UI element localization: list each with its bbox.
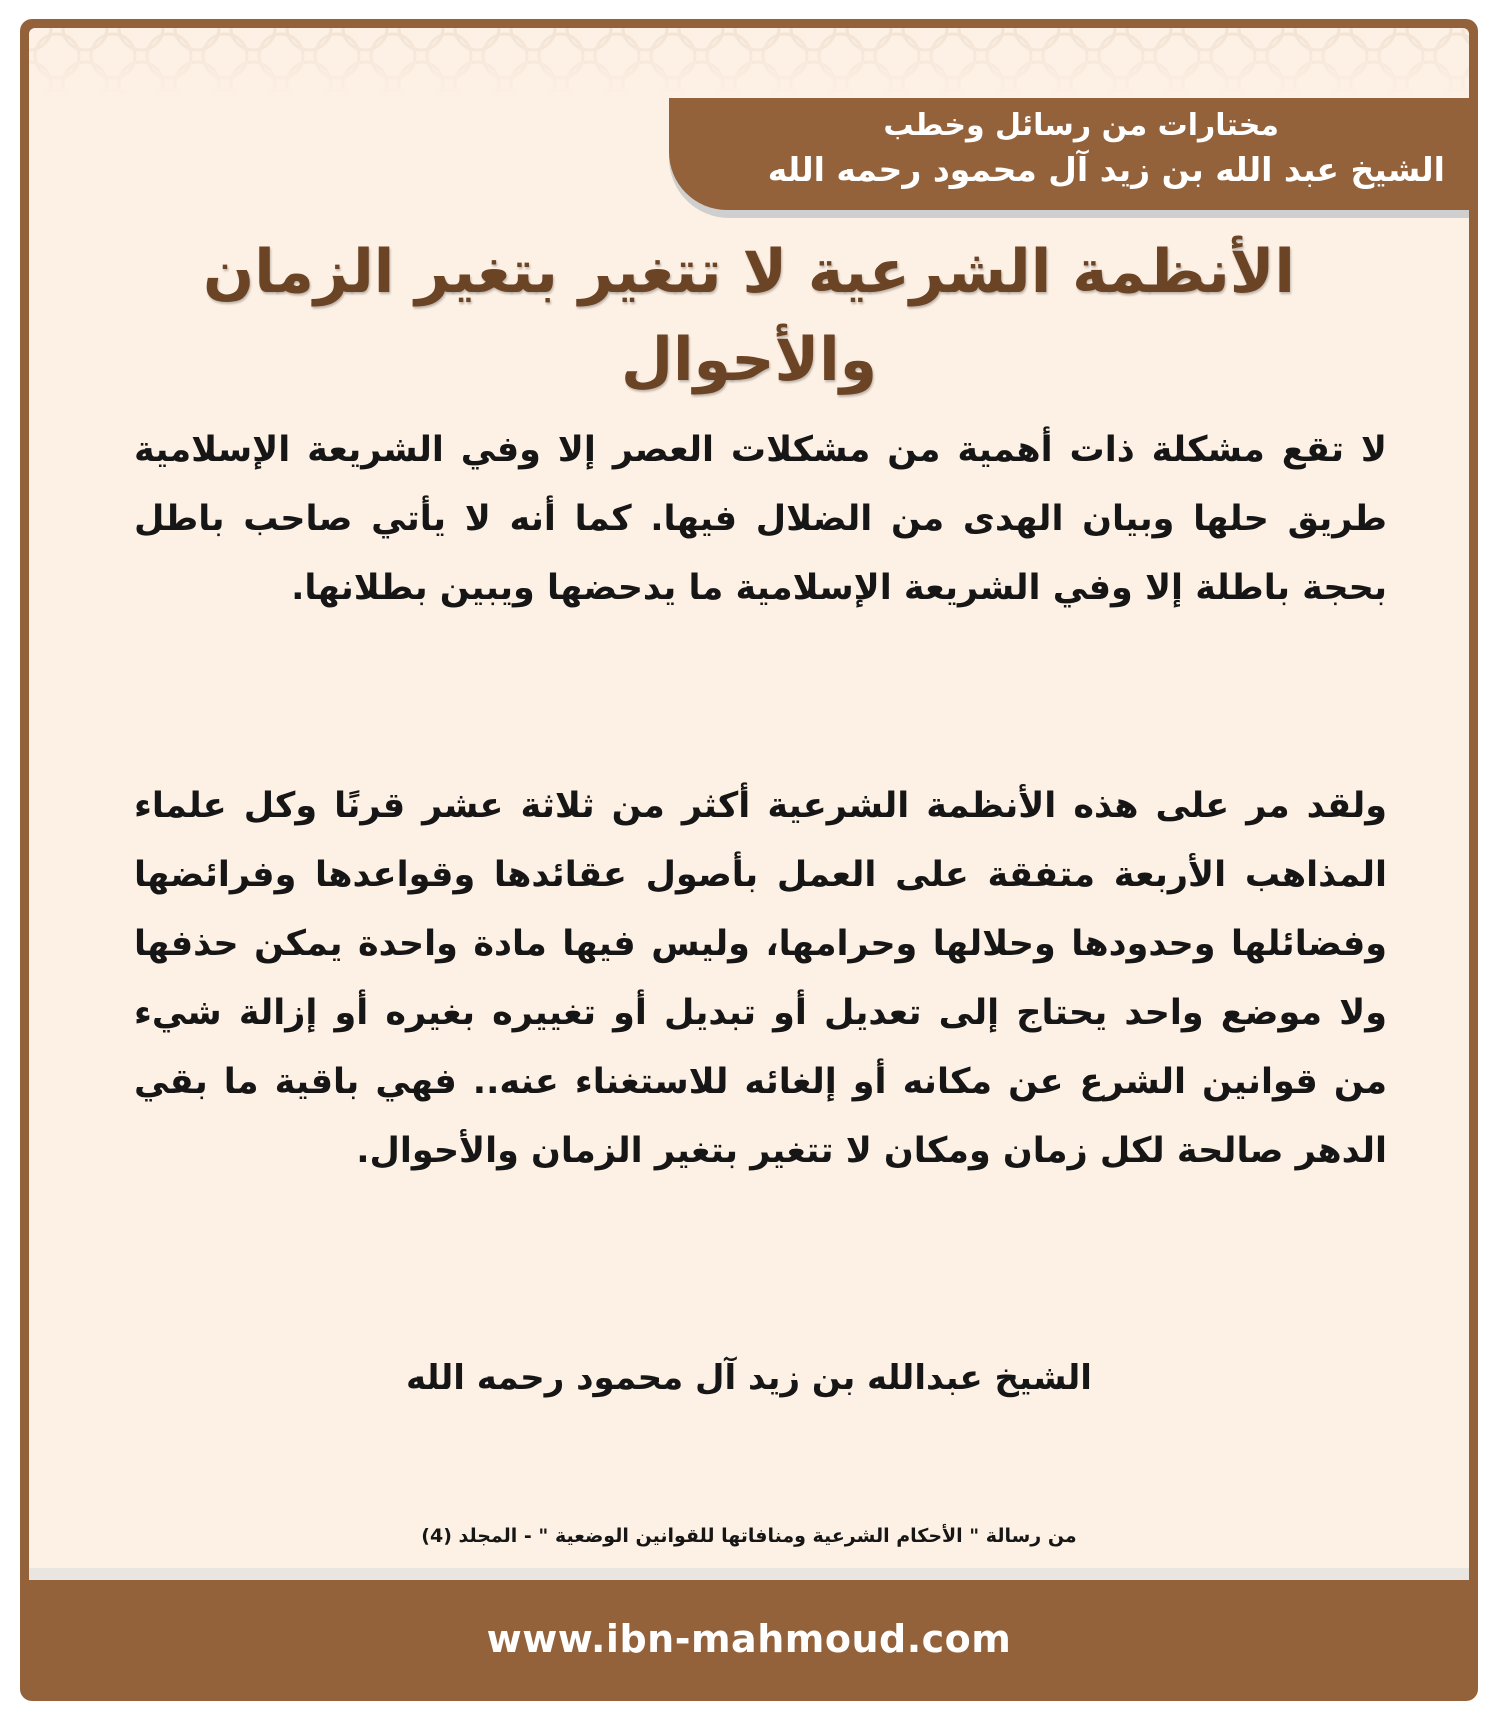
decorative-pattern <box>29 28 1469 98</box>
banner-series-title: مختارات من رسائل وخطب <box>883 108 1279 143</box>
divider-strip <box>29 1568 1469 1580</box>
page-card <box>20 19 1478 1701</box>
body-paragraph: ولقد مر على هذه الأنظمة الشرعية أكثر من ثلاثة عشر قرنًا وكل علماء المذاهب الأربعة متفقة على العمل بأصول عقائدها وقواعدها وفرائضها وفضائلها وحدودها وحلالها وحرامها، وليس فيها مادة واحدة يمكن حذفها ولا موضع واحد يحتاج إلى تعديل أو تبديل أو تغييره بغيره أو إزالة شيء من قوانين الشرع عن مكانه أو إلغائه للاستغناء عنه.. فهي باقية ما بقي الدهر صالحة لكل زمان ومكان لا تتغير بتغير الزمان والأحوال. <box>134 786 1387 1171</box>
content-panel <box>29 28 1469 1580</box>
banner-author-name: الشيخ عبد الله بن زيد آل محمود رحمه الله <box>767 150 1445 189</box>
author-signature: الشيخ عبدالله بن زيد آل محمود رحمه الله <box>406 1358 1092 1398</box>
article-title: الأنظمة الشرعية لا تتغير بتغير الزمان والأحوال <box>202 237 1295 395</box>
source-citation: من رسالة " الأحكام الشرعية ومنافاتها للقوانين الوضعية " - المجلد (4) <box>421 1525 1077 1547</box>
body-paragraph: لا تقع مشكلة ذات أهمية من مشكلات العصر إلا وفي الشريعة الإسلامية طريق حلها وبيان الهدى من الضلال فيها. كما أنه لا يأتي صاحب باطل بحجة باطلة إلا وفي الشريعة الإسلامية ما يدحضها ويبين بطلانها. <box>134 430 1387 608</box>
header-banner <box>669 98 1469 210</box>
website-link[interactable]: www.ibn-mahmoud.com <box>486 1617 1012 1661</box>
